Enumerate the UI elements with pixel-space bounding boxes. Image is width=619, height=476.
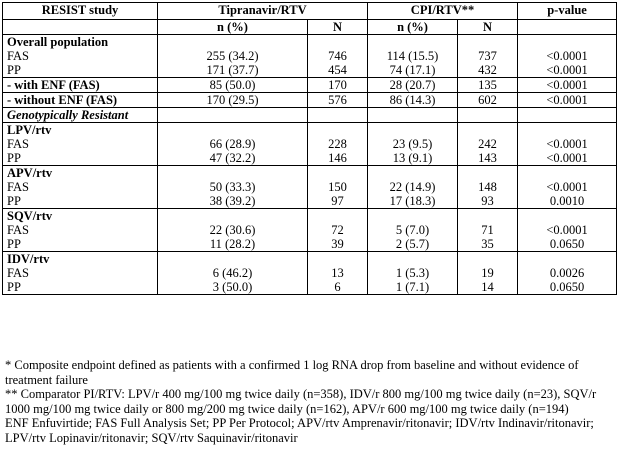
- row-label: PP: [3, 280, 158, 295]
- cpi-N: 602: [458, 93, 518, 108]
- table-row: [3, 280, 617, 295]
- row-label: - without ENF (FAS): [3, 93, 158, 108]
- row-label: PP: [3, 151, 158, 166]
- table-row: [3, 223, 617, 237]
- group-title: SQV/rtv: [3, 209, 158, 224]
- cpi-n-pct-header: n (%): [368, 20, 458, 35]
- table-row: [3, 49, 617, 63]
- footnote-abbreviations: ENF Enfuvirtide; FAS Full Analysis Set; PP Per Protocol; APV/rtv Amprenavir/ritonavir; IDV/rtv Indinavir/ritonavir; LPV/rtv Lopinavir/ritonavir; SQV/rtv Saquinavir/ritonavir: [5, 416, 594, 445]
- table-row: [3, 63, 617, 78]
- row-label: FAS: [3, 137, 158, 151]
- p-value: 0.0026: [518, 266, 617, 280]
- cpi-N-header: N: [458, 20, 518, 35]
- row-label: FAS: [3, 266, 158, 280]
- table-row: [3, 93, 617, 108]
- row-label: - with ENF (FAS): [3, 78, 158, 93]
- p-value: <0.0001: [518, 223, 617, 237]
- cpi-N: 432: [458, 63, 518, 78]
- cpi-value: 86 (14.3): [368, 93, 458, 108]
- row-label: FAS: [3, 180, 158, 194]
- tpv-value: 3 (50.0): [158, 280, 308, 295]
- resist-results-table: [2, 2, 617, 295]
- tpv-value: 50 (33.3): [158, 180, 308, 194]
- tpv-N: 39: [308, 237, 368, 252]
- p-value: 0.0650: [518, 237, 617, 252]
- tpv-value: 255 (34.2): [158, 49, 308, 63]
- row-label: FAS: [3, 49, 158, 63]
- genotypic-title: Genotypically Resistant: [3, 108, 158, 123]
- tpv-N: 97: [308, 194, 368, 209]
- cpi-N: 93: [458, 194, 518, 209]
- tpv-N: 72: [308, 223, 368, 237]
- p-value: <0.0001: [518, 93, 617, 108]
- group-title-row: [3, 252, 617, 267]
- group-title-row: [3, 166, 617, 181]
- footnote-composite: * Composite endpoint defined as patients with a confirmed 1 log RNA drop from baseline and without evidence of treatment failure: [5, 358, 579, 387]
- tpv-N: 228: [308, 137, 368, 151]
- overall-title-row: [3, 35, 617, 50]
- p-value: 0.0010: [518, 194, 617, 209]
- row-label: PP: [3, 63, 158, 78]
- tpv-value: 6 (46.2): [158, 266, 308, 280]
- table-row: [3, 78, 617, 93]
- tpv-N: 150: [308, 180, 368, 194]
- subheader-row: [3, 20, 617, 35]
- cpi-value: 28 (20.7): [368, 78, 458, 93]
- tpv-N: 454: [308, 63, 368, 78]
- genotypic-title-row: [3, 108, 617, 123]
- table-row: [3, 237, 617, 252]
- table-row: [3, 266, 617, 280]
- cpi-N: 737: [458, 49, 518, 63]
- table-row: [3, 180, 617, 194]
- tpv-N: 576: [308, 93, 368, 108]
- group-title-row: [3, 123, 617, 138]
- cpi-N: 143: [458, 151, 518, 166]
- tpv-value: 22 (30.6): [158, 223, 308, 237]
- table-row: [3, 194, 617, 209]
- header-row: [3, 3, 617, 20]
- p-value: <0.0001: [518, 151, 617, 166]
- tpv-value: 85 (50.0): [158, 78, 308, 93]
- row-label: PP: [3, 237, 158, 252]
- group-title: APV/rtv: [3, 166, 158, 181]
- group-title: LPV/rtv: [3, 123, 158, 138]
- p-value: <0.0001: [518, 63, 617, 78]
- group-title-row: [3, 209, 617, 224]
- table-row: [3, 151, 617, 166]
- row-label: PP: [3, 194, 158, 209]
- row-label: FAS: [3, 223, 158, 237]
- cpi-value: 114 (15.5): [368, 49, 458, 63]
- table-row: [3, 137, 617, 151]
- tpv-N-header: N: [308, 20, 368, 35]
- cpi-value: 17 (18.3): [368, 194, 458, 209]
- cpi-N: 242: [458, 137, 518, 151]
- cpi-value: 74 (17.1): [368, 63, 458, 78]
- tpv-value: 170 (29.5): [158, 93, 308, 108]
- pvalue-header: p-value: [518, 3, 617, 20]
- tpv-N: 170: [308, 78, 368, 93]
- study-header: RESIST study: [3, 3, 158, 20]
- footnotes: [5, 358, 615, 445]
- tpv-N: 746: [308, 49, 368, 63]
- p-value: <0.0001: [518, 49, 617, 63]
- footnote-comparator: ** Comparator PI/RTV: LPV/r 400 mg/100 mg twice daily (n=358), IDV/r 800 mg/100 mg twice daily (n=23), SQV/r 1000 mg/100 mg twice daily or 800 mg/200 mg twice daily (n=162), APV/r 600 mg/100 mg twice daily (n=194): [5, 387, 597, 416]
- tpv-value: 11 (28.2): [158, 237, 308, 252]
- cpi-N: 148: [458, 180, 518, 194]
- cpi-value: 23 (9.5): [368, 137, 458, 151]
- tpv-N: 13: [308, 266, 368, 280]
- tpv-value: 171 (37.7): [158, 63, 308, 78]
- cpi-N: 135: [458, 78, 518, 93]
- cpi-value: 1 (7.1): [368, 280, 458, 295]
- overall-title: Overall population: [3, 35, 158, 50]
- p-value: <0.0001: [518, 78, 617, 93]
- tpv-value: 47 (32.2): [158, 151, 308, 166]
- group-title: IDV/rtv: [3, 252, 158, 267]
- p-value: 0.0650: [518, 280, 617, 295]
- tpv-N: 6: [308, 280, 368, 295]
- cpi-N: 71: [458, 223, 518, 237]
- cpi-value: 22 (14.9): [368, 180, 458, 194]
- tpv-N: 146: [308, 151, 368, 166]
- cpi-N: 19: [458, 266, 518, 280]
- empty-cell: [518, 20, 617, 35]
- cpi-header: CPI/RTV**: [368, 3, 518, 20]
- tipranavir-header: Tipranavir/RTV: [158, 3, 368, 20]
- tpv-value: 38 (39.2): [158, 194, 308, 209]
- cpi-N: 14: [458, 280, 518, 295]
- tpv-n-pct-header: n (%): [158, 20, 308, 35]
- tpv-value: 66 (28.9): [158, 137, 308, 151]
- empty-cell: [3, 20, 158, 35]
- p-value: <0.0001: [518, 180, 617, 194]
- cpi-value: 13 (9.1): [368, 151, 458, 166]
- cpi-value: 5 (7.0): [368, 223, 458, 237]
- cpi-value: 1 (5.3): [368, 266, 458, 280]
- cpi-value: 2 (5.7): [368, 237, 458, 252]
- p-value: <0.0001: [518, 137, 617, 151]
- cpi-N: 35: [458, 237, 518, 252]
